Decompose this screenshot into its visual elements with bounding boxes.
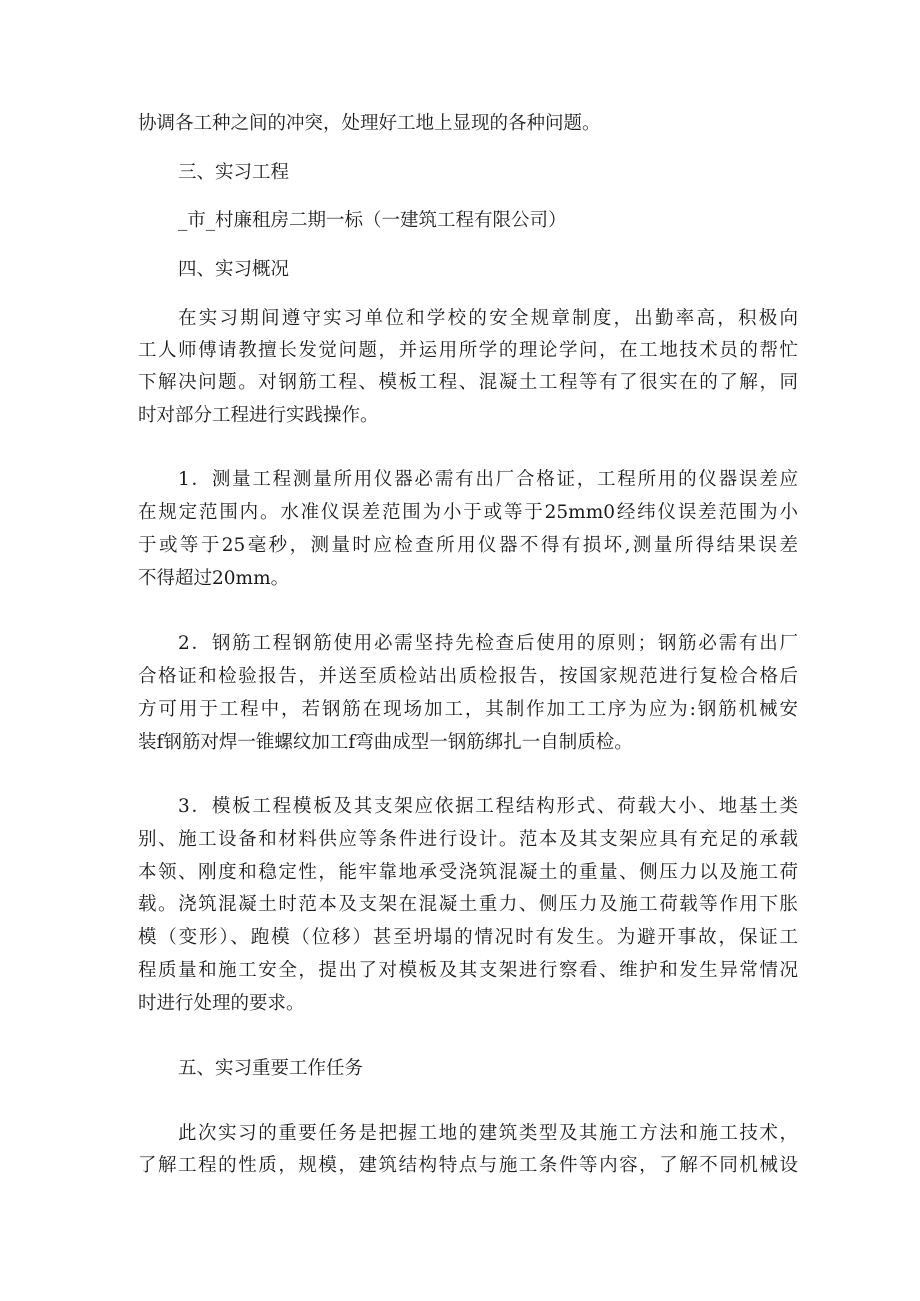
paragraph-line: 2．钢筋工程钢筋使用必需坚持先检查后使用的原则；钢筋必需有出厂: [178, 633, 798, 654]
section-heading: 四、实习概况: [178, 259, 290, 280]
paragraph-line: 在实习期间遵守实习单位和学校的安全规章制度，出勤率高，积极向: [178, 308, 798, 329]
project-name: _市_村廉租房二期一标（一建筑工程有限公司）: [178, 210, 567, 231]
paragraph-line: 在规定范围内。水准仪误差范围为小于或等于25mm0经纬仪误差范围为小: [138, 502, 798, 523]
paragraph-line: 于或等于25毫秒，测量时应检查所用仪器不得有损坏,测量所得结果误差: [138, 535, 798, 556]
paragraph-line: 了解工程的性质，规模，建筑结构特点与施工条件等内容，了解不同机械设: [138, 1155, 798, 1176]
paragraph-line: 3．模板工程模板及其支架应依据工程结构形式、荷载大小、地基土类: [178, 796, 798, 817]
paragraph-line: 程质量和施工安全，提出了对模板及其支架进行察看、维护和发生异常情况: [138, 960, 798, 981]
paragraph-line: 工人师傅请教擅长发觉问题，并运用所学的理论学问，在工地技术员的帮忙: [138, 340, 798, 361]
paragraph-line: 别、施工设备和材料供应等条件进行设计。范本及其支架应具有充足的承载: [138, 829, 798, 850]
section-heading: 五、实习重要工作任务: [178, 1058, 364, 1079]
paragraph-line: 此次实习的重要任务是把握工地的建筑类型及其施工方法和施工技术，: [178, 1123, 798, 1144]
paragraph-line: 合格证和检验报告，并送至质检站出质检报告，按国家规范进行复检合格后: [138, 666, 798, 687]
paragraph-line: 时进行处理的要求。: [138, 993, 305, 1014]
paragraph-line: 协调各工种之间的冲突，处理好工地上显现的各种问题。: [138, 113, 601, 134]
section-heading: 三、实习工程: [178, 162, 290, 183]
paragraph-line: 1．测量工程测量所用仪器必需有出厂合格证，工程所用的仪器误差应: [178, 469, 798, 490]
paragraph-line: 时对部分工程进行实践操作。: [138, 405, 379, 426]
paragraph-line: 本领、刚度和稳定性，能牢靠地承受浇筑混凝土的重量、侧压力以及施工荷: [138, 862, 798, 883]
paragraph-line: 载。浇筑混凝土时范本及支架在混凝土重力、侧压力及施工荷载等作用下胀: [138, 894, 798, 915]
paragraph-line: 装f钢筋对焊一锥螺纹加工f弯曲成型一钢筋绑扎一自制质检。: [138, 732, 633, 753]
paragraph-line: 不得超过20mm。: [138, 568, 290, 589]
paragraph-line: 下解决问题。对钢筋工程、模板工程、混凝土工程等有了很实在的了解，同: [138, 372, 798, 393]
paragraph-line: 方可用于工程中，若钢筋在现场加工，其制作加工工序为应为:钢筋机械安: [138, 699, 798, 720]
paragraph-line: 模（变形）、跑模（位移）甚至坍塌的情况时有发生。为避开事故，保证工: [138, 927, 798, 948]
